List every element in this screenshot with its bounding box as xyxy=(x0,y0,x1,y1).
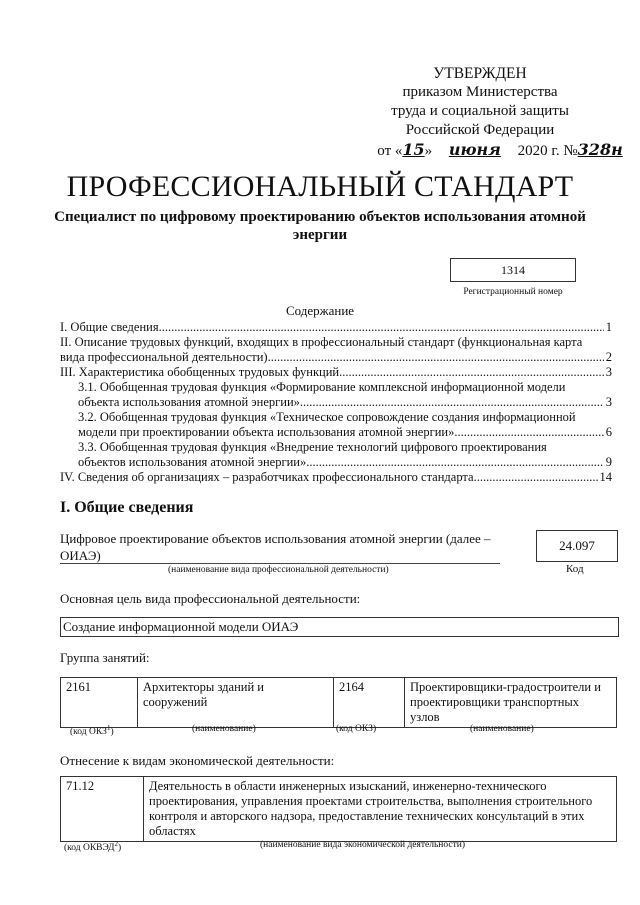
approval-date: от «15» июня 2020 г. №328н xyxy=(377,140,623,159)
toc-item[interactable]: 3.3. Обобщенная трудовая функция «Внедрение технологий цифрового проектирования объектов использования атомной энергии» ..... 9 xyxy=(60,440,612,470)
toc-page: 3 xyxy=(605,365,612,379)
registration-label: Регистрационный номер xyxy=(463,287,563,297)
okz-name-caption: (наименование) xyxy=(470,724,534,734)
toc-item[interactable]: 3.2. Обобщенная трудовая функция «Техническое сопровождение создания информационной модели при проектировании объекта использования атомной энергии» ..... 6 xyxy=(60,410,612,440)
toc-item[interactable]: II. Описание трудовых функций, входящих в профессиональный стандарт (функциональная карта вида профессиональной деятельности) ..... 2 xyxy=(60,335,612,365)
okved-name-caption: (наименование вида экономической деятельности) xyxy=(260,840,465,850)
toc-item[interactable]: 3.1. Обобщенная трудовая функция «Формирование комплексной информационной модели объекта использования атомной энергии» ..... 3 xyxy=(60,380,612,410)
toc-page: 3 xyxy=(605,395,612,409)
approval-title: УТВЕРЖДЕН xyxy=(433,65,527,82)
document-title: ПРОФЕССИОНАЛЬНЫЙ СТАНДАРТ xyxy=(66,170,574,203)
occupation-group-table xyxy=(60,677,617,728)
table-of-contents xyxy=(60,320,612,485)
table-row xyxy=(61,777,617,842)
group-label: Группа занятий: xyxy=(60,650,150,665)
okz-name: Проектировщики-градостроители и проектировщики транспортных узлов xyxy=(405,678,617,728)
handwritten-number: 328н xyxy=(577,140,623,159)
code-caption: Код xyxy=(566,563,584,575)
okved-name: Деятельность в области инженерных изысканий, инженерно-технического проектирования, управления проектами строительства, выполнения строительного контроля и авторского надзора, предоставление технических консультаций в этих областях xyxy=(144,777,617,842)
approval-line: Российской Федерации xyxy=(405,122,555,138)
table-row xyxy=(61,678,617,728)
activity-code: 24.097 xyxy=(536,530,618,562)
registration-number: 1314 xyxy=(450,258,576,282)
contents-heading: Содержание xyxy=(285,303,355,318)
section-heading: I. Общие сведения xyxy=(60,499,194,516)
toc-page: 6 xyxy=(605,425,612,439)
purpose-value: Создание информационной модели ОИАЭ xyxy=(60,617,619,637)
okz-code-caption: (код ОКЗ$^1$) xyxy=(70,724,114,738)
handwritten-month: июня xyxy=(448,140,501,159)
okz-code: 2161 xyxy=(61,678,138,728)
okz-name: Архитекторы зданий и сооружений xyxy=(138,678,334,728)
okved-table xyxy=(60,776,617,842)
document-subtitle: Специалист по цифровому проектированию объектов использования атомной энергии xyxy=(54,209,586,243)
okved-code-caption: (код ОКВЭД$^2$) xyxy=(64,840,122,854)
activity-caption: (наименование вида профессиональной деятельности) xyxy=(168,565,389,575)
okz-code: 2164 xyxy=(334,678,405,728)
toc-item[interactable]: IV. Сведения об организациях – разработчиках профессионального стандарта ..... 14 xyxy=(60,470,612,485)
okz-code-caption: (код ОКЗ) xyxy=(336,724,377,734)
purpose-label: Основная цель вида профессиональной деятельности: xyxy=(60,591,361,606)
toc-page: 2 xyxy=(605,350,612,364)
approval-line: приказом Министерства xyxy=(402,84,558,100)
approval-block xyxy=(330,64,630,161)
activity-name: Цифровое проектирование объектов использования атомной энергии (далее – ОИАЭ) xyxy=(60,531,491,563)
approval-line: труда и социальной защиты xyxy=(391,103,569,119)
handwritten-day: 15 xyxy=(402,140,425,159)
divider xyxy=(60,563,500,564)
toc-page: 9 xyxy=(605,455,612,469)
toc-item[interactable]: III. Характеристика обобщенных трудовых функций ..... 3 xyxy=(60,365,612,380)
toc-page: 14 xyxy=(599,470,612,484)
okz-name-caption: (наименование) xyxy=(192,724,256,734)
toc-item[interactable]: I. Общие сведения ..... 1 xyxy=(60,320,612,335)
okved-code: 71.12 xyxy=(61,777,144,842)
okved-label: Отнесение к видам экономической деятельности: xyxy=(60,753,335,768)
toc-page: 1 xyxy=(605,320,612,334)
